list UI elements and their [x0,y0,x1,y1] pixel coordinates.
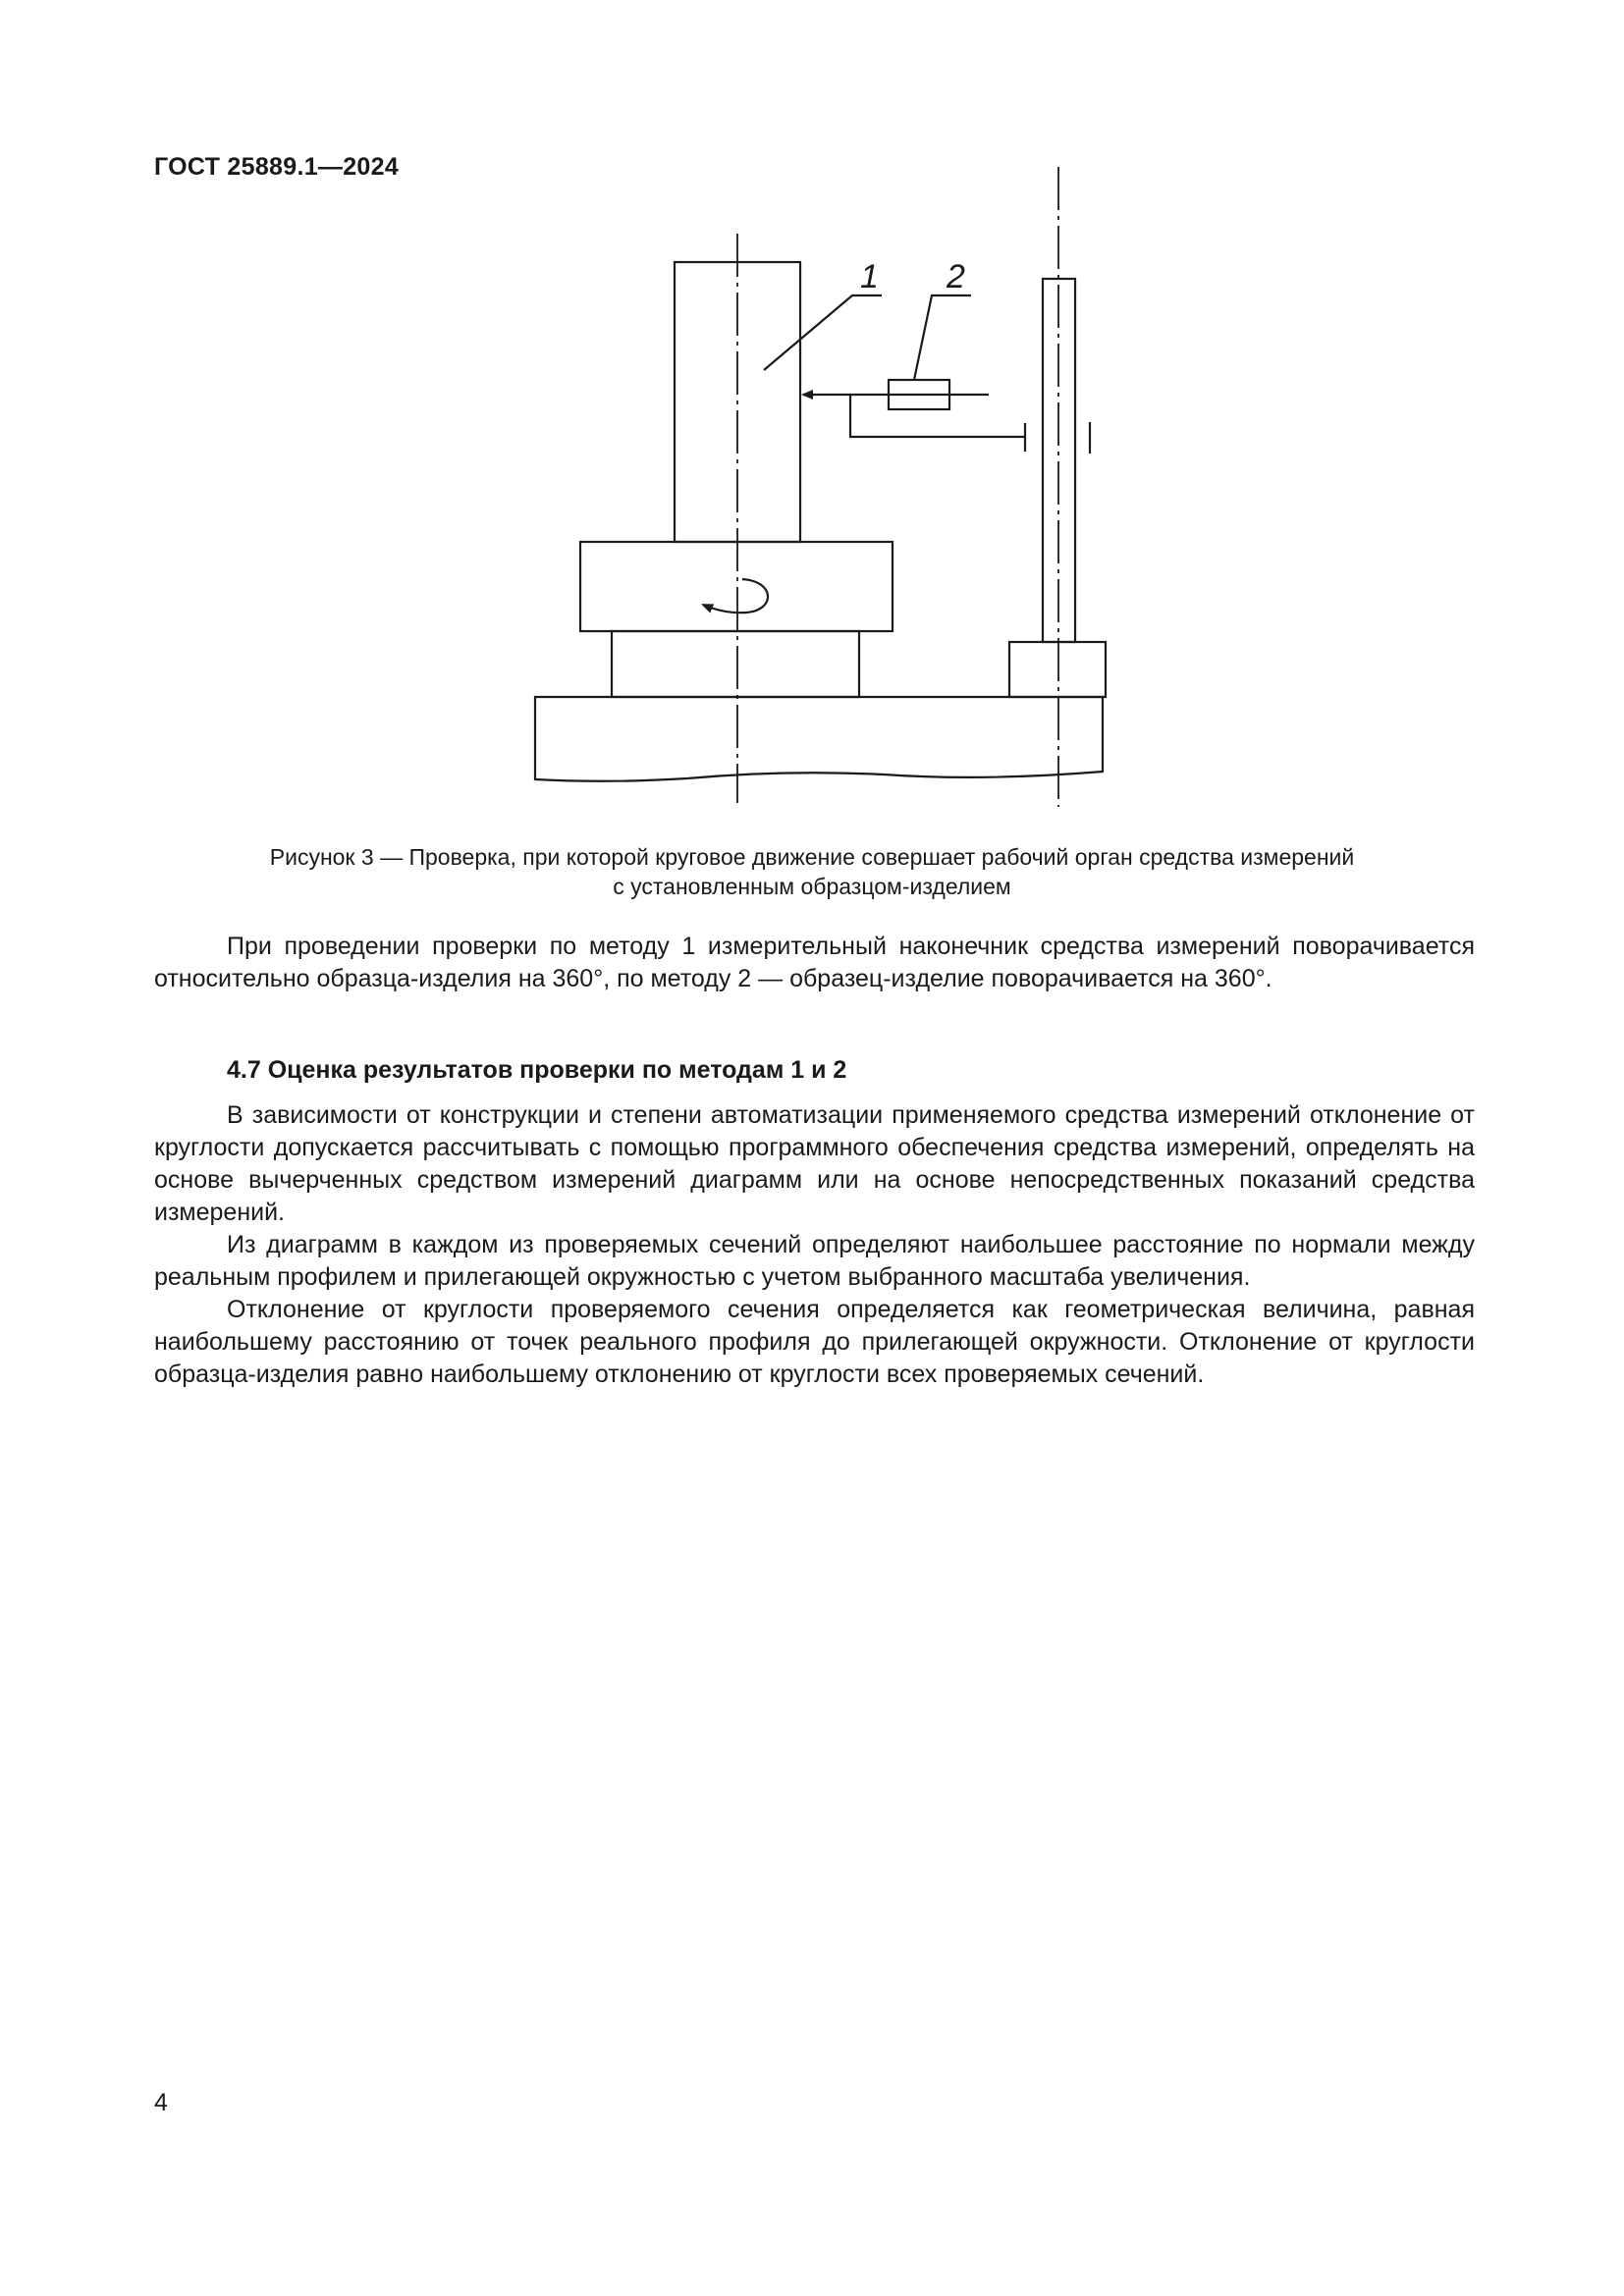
figure-caption [154,842,1470,901]
callout-1: 1 [860,258,879,295]
page-number: 4 [154,2089,168,2116]
rotary-table [580,542,893,631]
section-body [154,1099,1475,1391]
rotation-arrow [703,579,768,613]
paragraph-method-rotation: При проведении проверки по методу 1 измерительный наконечник средства измерений поворачивается относительно образца-изделия на 360°, по методу 2 — образец-изделие поворачивается на 360°. [154,933,1475,992]
caption-line-2: с установленным образцом-изделием [613,874,1011,899]
column-base [1009,642,1106,697]
paragraph-diagram-distance: Из диаграмм в каждом из проверяемых сечений определяют наибольшее расстояние по нормали между реальным профилем и прилегающей окружностью с учетом выбранного масштаба увеличения. [154,1231,1475,1291]
base-plate [535,697,1103,781]
section-heading-4-7: 4.7 Оценка результатов проверки по методам 1 и 2 [227,1056,847,1084]
document-header: ГОСТ 25889.1—2024 [154,153,400,181]
paragraph-deviation-calculation: В зависимости от конструкции и степени автоматизации применяемого средства измерений отклонение от круглости допускается рассчитывать с помощью программного обеспечения средства измерений, определять на основе вычерченных средством измерений диаграмм или на основе непосредственных показаний средства измерений. [154,1101,1475,1226]
table-support [612,631,859,697]
callout-2: 2 [947,258,965,295]
probe-bracket [850,395,1025,437]
figure-3-diagram [0,0,1624,825]
paragraph-roundness-deviation: Отклонение от круглости проверяемого сечения определяется как геометрическая величина, равная наибольшему расстоянию от точек реального профиля до прилегающей окружности. Отклонение от круглости образца-изделия равно наибольшему отклонению от круглости всех проверяемых сечений. [154,1296,1475,1388]
caption-line-1: Рисунок 3 — Проверка, при которой круговое движение совершает рабочий орган средства измерений [269,844,1355,870]
